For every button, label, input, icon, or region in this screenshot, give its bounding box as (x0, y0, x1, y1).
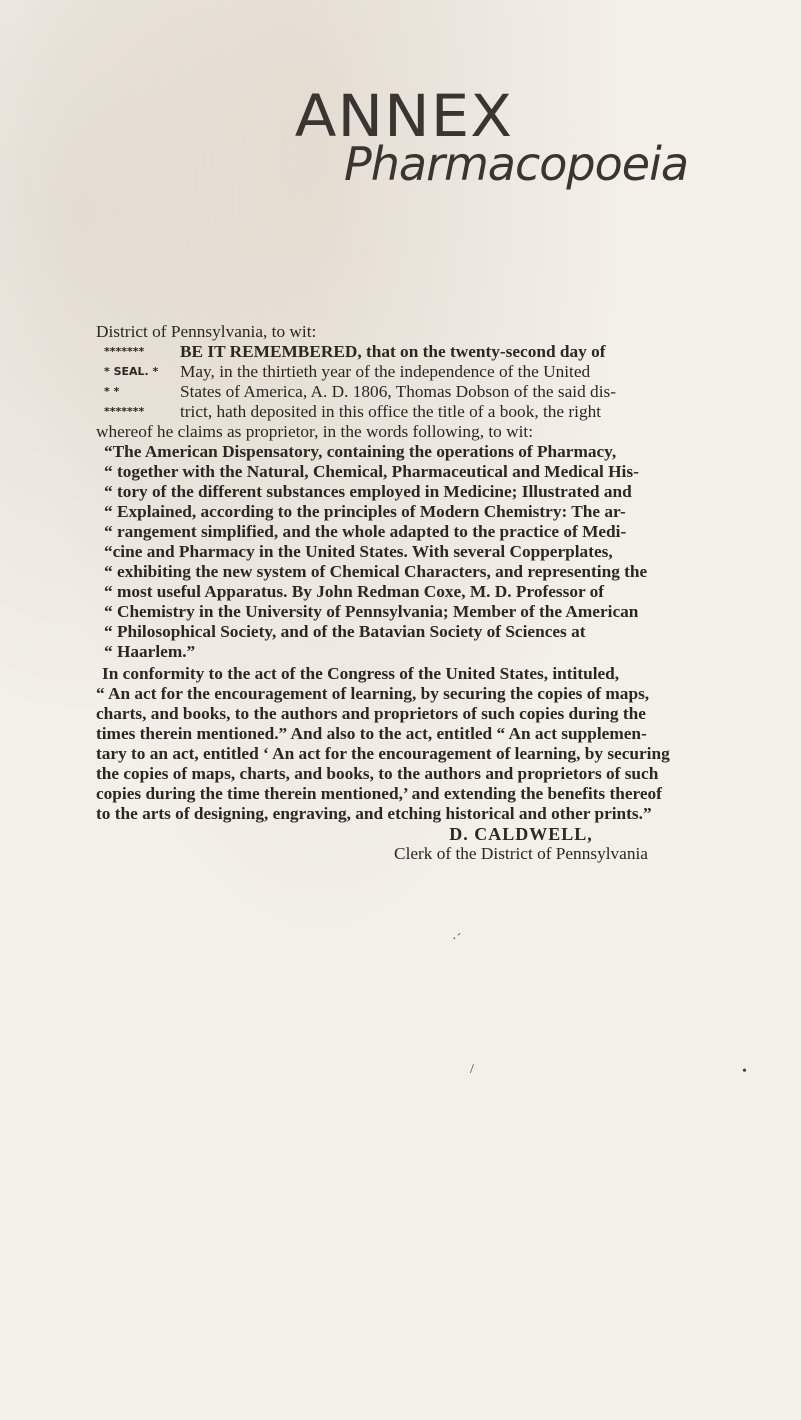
text-line: trict, hath deposited in this office the title of a book, the right (180, 402, 602, 421)
signature-name: D. CALDWELL, (449, 824, 593, 844)
seal-block (96, 342, 796, 422)
text-line: charts, and books, to the authors and proprietors of such copies during the (96, 704, 646, 723)
seal-emblem (104, 342, 166, 422)
text-line: copies during the time therein mentioned,’ and extending the benefits thereof (96, 784, 662, 803)
title-line: “ exhibiting the new system of Chemical Characters, and representing the (104, 562, 648, 581)
handwritten-annex-note: ANNEX (294, 82, 514, 150)
title-line: “ tory of the different substances employed in Medicine; Illustrated and (104, 482, 632, 501)
stray-mark: ·ˊ (452, 932, 462, 947)
title-line: “ rangement simplified, and the whole adapted to the practice of Medi- (104, 522, 627, 541)
stray-mark: / (470, 1062, 474, 1077)
text-line: the copies of maps, charts, and books, to the authors and proprietors of such (96, 764, 659, 783)
seal-border-top: ******* (104, 345, 145, 358)
text-line: “ An act for the encouragement of learning, by securing the copies of maps, (96, 684, 650, 703)
handwritten-pharmacopoeia-note: Pharmacopoeia (344, 137, 689, 191)
seal-label: * SEAL. * (104, 365, 159, 378)
signature-title: Clerk of the District of Pennsylvania (394, 844, 648, 863)
book-title-quote (104, 442, 796, 662)
text-line: In conformity to the act of the Congress of the United States, intituled, (102, 664, 620, 683)
conformity-paragraph (96, 664, 796, 824)
seal-border-bottom: ******* (104, 405, 145, 418)
title-line: “cine and Pharmacy in the United States. With several Copperplates, (104, 542, 613, 561)
district-line: District of Pennsylvania, to wit: (96, 322, 317, 341)
remembered-paragraph (180, 342, 796, 422)
title-line: “ together with the Natural, Chemical, Pharmaceutical and Medical His- (104, 462, 639, 481)
title-line: “ Philosophical Society, and of the Batavian Society of Sciences at (104, 622, 586, 641)
text-line: tary to an act, entitled ‘ An act for the encouragement of learning, by securing (96, 744, 670, 763)
seal-border-mid: * * (104, 385, 120, 398)
title-line: “ Haarlem.” (104, 642, 196, 661)
title-line: “ Explained, according to the principles of Modern Chemistry: The ar- (104, 502, 626, 521)
title-line: “ most useful Apparatus. By John Redman Coxe, M. D. Professor of (104, 582, 605, 601)
stray-mark: • (742, 1064, 747, 1079)
text-line: to the arts of designing, engraving, and etching historical and other prints.” (96, 804, 652, 823)
title-line: “The American Dispensatory, containing the operations of Pharmacy, (104, 442, 617, 461)
text-line: times therein mentioned.” And also to the act, entitled “ An act supplemen- (96, 724, 647, 743)
text-line: BE IT REMEMBERED, that on the twenty-second day of (180, 342, 606, 361)
signature-block (96, 824, 796, 864)
copyright-notice (96, 322, 796, 864)
text-line: May, in the thirtieth year of the independence of the United (180, 362, 591, 381)
text-line: whereof he claims as proprietor, in the words following, to wit: (96, 422, 534, 441)
text-line: States of America, A. D. 1806, Thomas Dobson of the said dis- (180, 382, 616, 401)
title-line: “ Chemistry in the University of Pennsylvania; Member of the American (104, 602, 639, 621)
